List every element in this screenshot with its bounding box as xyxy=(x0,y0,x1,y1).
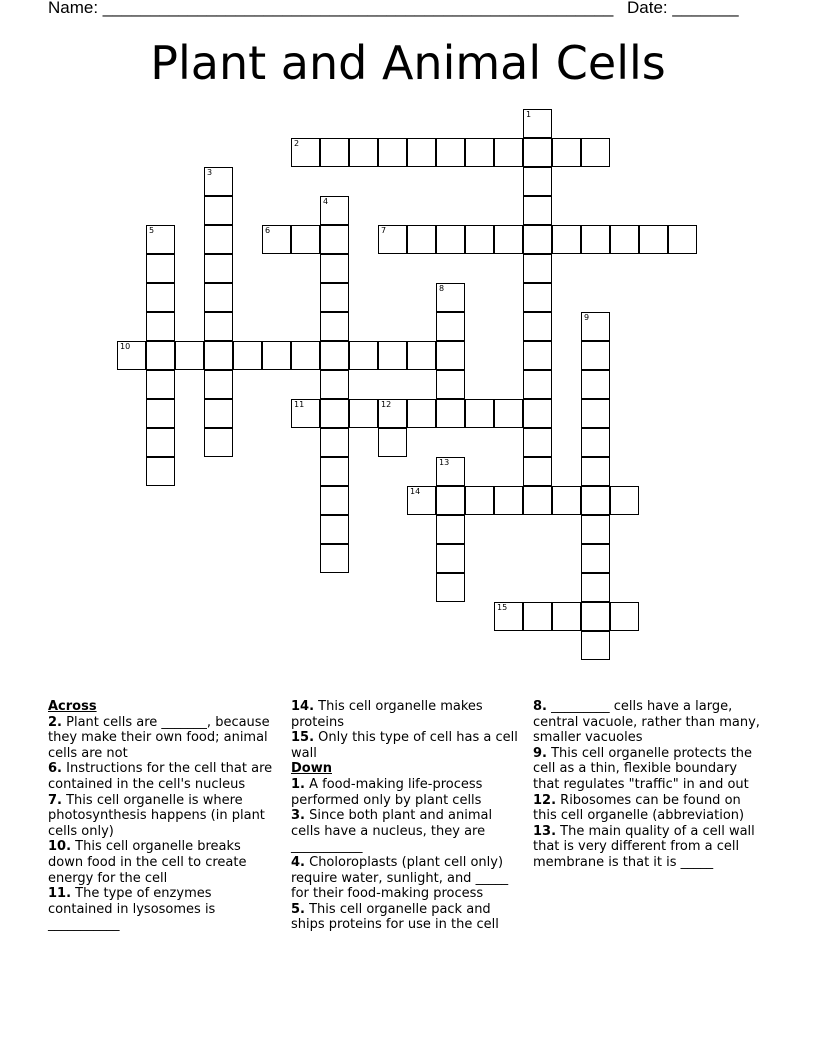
clue-number: 1 xyxy=(526,110,532,119)
grid-cell[interactable] xyxy=(552,138,581,167)
clue-item xyxy=(291,808,523,855)
grid-cell[interactable] xyxy=(465,399,494,428)
grid-cell[interactable] xyxy=(291,341,320,370)
grid-cell[interactable] xyxy=(407,399,436,428)
grid-cell[interactable] xyxy=(523,602,552,631)
grid-cell[interactable] xyxy=(204,312,233,341)
grid-cell[interactable] xyxy=(291,399,320,428)
clue-item xyxy=(533,746,765,793)
grid-cell[interactable] xyxy=(378,428,407,457)
grid-cell[interactable] xyxy=(204,341,233,370)
clue-item-text: Plant cells are _______, because they make their own food; animal cells are not xyxy=(48,714,270,761)
grid-cell[interactable] xyxy=(378,341,407,370)
clue-item xyxy=(291,730,523,761)
grid-cell[interactable] xyxy=(204,196,233,225)
grid-cell[interactable] xyxy=(581,428,610,457)
grid-cell[interactable] xyxy=(581,631,610,660)
grid-cell[interactable] xyxy=(320,486,349,515)
grid-cell[interactable] xyxy=(523,225,552,254)
grid-cell[interactable] xyxy=(320,370,349,399)
grid-cell[interactable] xyxy=(523,370,552,399)
clue-item-number: 9. xyxy=(533,745,547,761)
grid-cell[interactable] xyxy=(204,225,233,254)
grid-cell[interactable] xyxy=(146,370,175,399)
grid-cell[interactable] xyxy=(581,602,610,631)
grid-cell[interactable] xyxy=(436,515,465,544)
grid-cell[interactable] xyxy=(262,225,291,254)
clue-item-number: 12. xyxy=(533,792,557,808)
grid-cell[interactable] xyxy=(349,138,378,167)
grid-cell[interactable] xyxy=(523,312,552,341)
grid-cell[interactable] xyxy=(320,254,349,283)
clue-item-text: The main quality of a cell wall that is very different from a cell membrane is that it is _____ xyxy=(533,823,755,870)
grid-cell[interactable] xyxy=(523,341,552,370)
down-clue-list xyxy=(291,777,523,933)
clue-item-text: _________ cells have a large, central vacuole, rather than many, smaller vacuoles xyxy=(533,699,760,746)
grid-cell[interactable] xyxy=(581,312,610,341)
grid-cell[interactable] xyxy=(465,225,494,254)
grid-cell[interactable] xyxy=(291,138,320,167)
clue-item-number: 3. xyxy=(291,808,305,824)
grid-cell[interactable] xyxy=(581,225,610,254)
down-heading: Down xyxy=(291,761,332,777)
clue-item-text: This cell organelle makes proteins xyxy=(291,699,483,730)
grid-cell[interactable] xyxy=(349,399,378,428)
grid-cell[interactable] xyxy=(117,341,146,370)
grid-cell[interactable] xyxy=(436,138,465,167)
grid-cell[interactable] xyxy=(204,283,233,312)
grid-cell[interactable] xyxy=(523,283,552,312)
grid-cell[interactable] xyxy=(320,341,349,370)
grid-cell[interactable] xyxy=(552,602,581,631)
clue-number: 13 xyxy=(439,458,450,467)
date-line: Date: _______ xyxy=(627,0,739,17)
grid-cell[interactable] xyxy=(204,399,233,428)
grid-cell[interactable] xyxy=(320,196,349,225)
grid-cell[interactable] xyxy=(204,370,233,399)
clue-item xyxy=(48,886,280,933)
clue-number: 7 xyxy=(381,226,387,235)
clues-column-1 xyxy=(48,699,280,933)
grid-cell[interactable] xyxy=(204,428,233,457)
grid-cell[interactable] xyxy=(146,254,175,283)
name-line: Name: ______________________________________________________ xyxy=(48,0,614,17)
clue-number: 4 xyxy=(323,197,329,206)
clue-item-text: Choloroplasts (plant cell only) require water, sunlight, and _____ for their food-making process xyxy=(291,854,509,902)
across-heading: Across xyxy=(48,699,97,714)
clue-item-text: Instructions for the cell that are contained in the cell's nucleus xyxy=(48,761,273,792)
grid-cell[interactable] xyxy=(146,225,175,254)
clue-item-number: 10. xyxy=(48,839,72,855)
grid-cell[interactable] xyxy=(436,573,465,602)
clue-item-number: 15. xyxy=(291,730,315,746)
clue-number: 8 xyxy=(439,284,445,293)
clue-number: 12 xyxy=(381,400,392,409)
grid-cell[interactable] xyxy=(436,283,465,312)
grid-cell[interactable] xyxy=(378,399,407,428)
grid-cell[interactable] xyxy=(581,544,610,573)
clue-item xyxy=(533,699,765,746)
grid-cell[interactable] xyxy=(494,399,523,428)
grid-cell[interactable] xyxy=(407,138,436,167)
grid-cell[interactable] xyxy=(320,399,349,428)
clue-item xyxy=(533,824,765,871)
grid-cell[interactable] xyxy=(320,225,349,254)
grid-cell[interactable] xyxy=(523,254,552,283)
grid-cell[interactable] xyxy=(407,341,436,370)
grid-cell[interactable] xyxy=(581,573,610,602)
grid-cell[interactable] xyxy=(639,225,668,254)
clue-item-text: Only this type of cell has a cell wall xyxy=(291,730,518,761)
grid-cell[interactable] xyxy=(320,544,349,573)
clue-number: 3 xyxy=(207,168,213,177)
clue-item-text: A food-making life-process performed only by plant cells xyxy=(291,776,483,808)
grid-cell[interactable] xyxy=(581,399,610,428)
grid-cell[interactable] xyxy=(494,225,523,254)
grid-cell[interactable] xyxy=(204,167,233,196)
grid-cell[interactable] xyxy=(436,457,465,486)
clue-item-text: This cell organelle is where photosynthesis happens (in plant cells only) xyxy=(48,792,265,839)
grid-cell[interactable] xyxy=(320,515,349,544)
grid-cell[interactable] xyxy=(465,138,494,167)
grid-cell[interactable] xyxy=(436,312,465,341)
across-clue-list xyxy=(48,715,280,933)
clue-item xyxy=(291,699,523,730)
clues-column-2 xyxy=(291,699,523,933)
across-clue-list-continued xyxy=(291,699,523,761)
grid-cell[interactable] xyxy=(523,486,552,515)
clue-item-text: This cell organelle breaks down food in the cell to create energy for the cell xyxy=(48,839,247,886)
grid-cell[interactable] xyxy=(581,486,610,515)
grid-cell[interactable] xyxy=(581,370,610,399)
clue-item xyxy=(48,715,280,762)
clue-item-number: 2. xyxy=(48,714,62,730)
grid-cell[interactable] xyxy=(378,225,407,254)
clue-item xyxy=(291,855,523,902)
grid-cell[interactable] xyxy=(146,399,175,428)
clue-number: 6 xyxy=(265,226,271,235)
clue-number: 11 xyxy=(294,400,305,409)
grid-cell[interactable] xyxy=(465,486,494,515)
grid-cell[interactable] xyxy=(407,486,436,515)
clue-number: 10 xyxy=(120,342,131,351)
clue-item xyxy=(48,793,280,840)
clue-item-number: 1. xyxy=(291,776,305,792)
grid-cell[interactable] xyxy=(320,283,349,312)
grid-cell[interactable] xyxy=(320,138,349,167)
grid-cell[interactable] xyxy=(523,399,552,428)
grid-cell[interactable] xyxy=(407,225,436,254)
clues-column-3 xyxy=(533,699,765,871)
clue-item-text: The type of enzymes contained in lysosomes is ___________ xyxy=(48,886,216,933)
grid-cell[interactable] xyxy=(436,225,465,254)
grid-cell[interactable] xyxy=(552,486,581,515)
clue-item-number: 11. xyxy=(48,886,72,902)
grid-cell[interactable] xyxy=(523,109,552,138)
grid-cell[interactable] xyxy=(146,457,175,486)
clue-item xyxy=(48,839,280,886)
clue-item xyxy=(48,761,280,792)
grid-cell[interactable] xyxy=(523,167,552,196)
clue-item-number: 7. xyxy=(48,792,62,808)
grid-cell[interactable] xyxy=(146,312,175,341)
grid-cell[interactable] xyxy=(581,515,610,544)
grid-cell[interactable] xyxy=(581,457,610,486)
grid-cell[interactable] xyxy=(494,138,523,167)
grid-cell[interactable] xyxy=(349,341,378,370)
grid-cell[interactable] xyxy=(523,138,552,167)
grid-cell[interactable] xyxy=(523,457,552,486)
page-title: Plant and Animal Cells xyxy=(150,36,666,90)
clue-item-number: 13. xyxy=(533,823,557,839)
grid-cell[interactable] xyxy=(668,225,697,254)
clue-item-number: 6. xyxy=(48,761,62,777)
grid-cell[interactable] xyxy=(610,486,639,515)
clue-item-number: 5. xyxy=(291,901,305,917)
grid-cell[interactable] xyxy=(320,428,349,457)
clue-item xyxy=(291,777,523,808)
grid-cell[interactable] xyxy=(581,341,610,370)
clue-item-text: Ribosomes can be found on this cell organelle (abbreviation) xyxy=(533,792,745,824)
clue-item-number: 8. xyxy=(533,699,547,714)
clue-number: 5 xyxy=(149,226,155,235)
grid-cell[interactable] xyxy=(146,428,175,457)
clue-item-text: This cell organelle protects the cell as a thin, flexible boundary that regulates "traffic" in and out xyxy=(533,745,753,792)
clue-number: 14 xyxy=(410,487,421,496)
grid-cell[interactable] xyxy=(581,138,610,167)
grid-cell[interactable] xyxy=(494,602,523,631)
clue-item xyxy=(533,793,765,824)
grid-cell[interactable] xyxy=(523,196,552,225)
grid-cell[interactable] xyxy=(320,457,349,486)
grid-cell[interactable] xyxy=(233,341,262,370)
clue-item-number: 4. xyxy=(291,854,305,870)
clue-item xyxy=(291,902,523,933)
grid-cell[interactable] xyxy=(204,254,233,283)
clue-number: 9 xyxy=(584,313,590,322)
grid-cell[interactable] xyxy=(262,341,291,370)
grid-cell[interactable] xyxy=(552,225,581,254)
grid-cell[interactable] xyxy=(523,428,552,457)
grid-cell[interactable] xyxy=(436,370,465,399)
clue-item-text: Since both plant and animal cells have a nucleus, they are ___________ xyxy=(291,808,493,855)
clue-number: 2 xyxy=(294,139,300,148)
down-clue-list-continued xyxy=(533,699,765,871)
grid-cell[interactable] xyxy=(146,283,175,312)
grid-cell[interactable] xyxy=(436,341,465,370)
grid-cell[interactable] xyxy=(610,225,639,254)
grid-cell[interactable] xyxy=(436,544,465,573)
grid-cell[interactable] xyxy=(146,341,175,370)
clue-item-number: 14. xyxy=(291,699,315,714)
grid-cell[interactable] xyxy=(320,312,349,341)
grid-cell[interactable] xyxy=(291,225,320,254)
grid-cell[interactable] xyxy=(494,486,523,515)
clue-number: 15 xyxy=(497,603,508,612)
grid-cell[interactable] xyxy=(610,602,639,631)
grid-cell[interactable] xyxy=(436,486,465,515)
grid-cell[interactable] xyxy=(378,138,407,167)
clue-item-text: This cell organelle pack and ships proteins for use in the cell xyxy=(291,901,499,933)
grid-cell[interactable] xyxy=(436,399,465,428)
grid-cell[interactable] xyxy=(175,341,204,370)
